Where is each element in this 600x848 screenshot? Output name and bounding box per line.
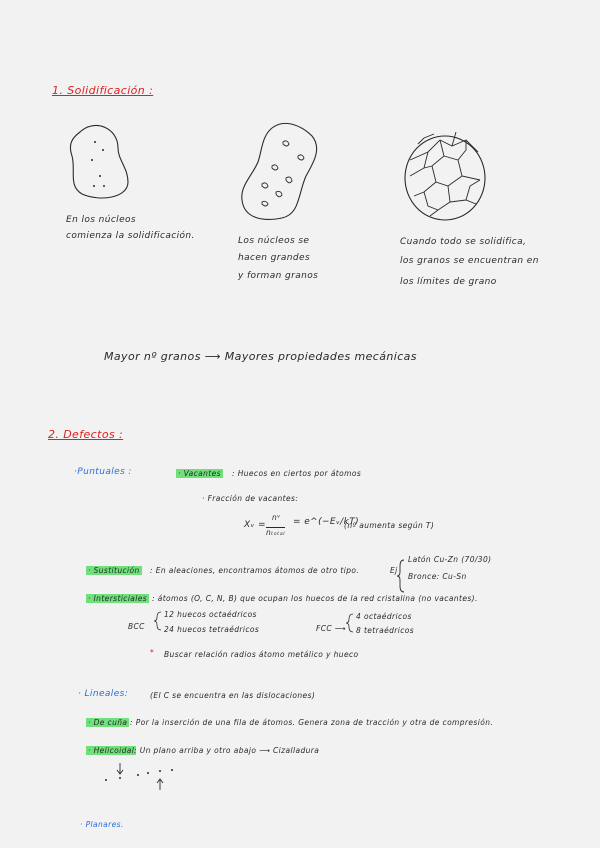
- growing-grains: [262, 141, 304, 206]
- star-note: Buscar relación radios átomo metálico y hueco: [164, 650, 359, 659]
- cuna-tag: · De cuña: [88, 718, 128, 727]
- section1-heading: 1. Solidificación :: [52, 84, 154, 97]
- caption1-line2: comienza la solidificación.: [66, 231, 195, 241]
- formula-note: (nº aumenta según T): [344, 521, 435, 530]
- puntuales-label: ·Puntuales :: [74, 467, 132, 477]
- formula-denominator: nₜₒₜₐₗ: [266, 528, 285, 537]
- caption3-line2: los granos se encuentran en: [400, 256, 539, 266]
- bcc-line2: 24 huecos tetraédricos: [164, 625, 260, 634]
- sustitucion-ej: Ej: [390, 566, 398, 575]
- conclusion: Mayor nº granos ⟶ Mayores propiedades mecánicas: [104, 350, 417, 363]
- sustitucion-text: : En aleaciones, encontramos átomos de otro tipo.: [150, 566, 360, 575]
- caption3-line1: Cuando todo se solidifica,: [400, 237, 527, 247]
- star-icon: *: [150, 648, 155, 657]
- caption1-line1: En los núcleos: [66, 215, 136, 225]
- caption2-line1: Los núcleos se: [238, 236, 310, 246]
- formula-rhs: = e^(−Eᵥ/kT): [293, 517, 360, 527]
- dislocation-sketch: [105, 769, 173, 781]
- vacantes-text: : Huecos en ciertos por átomos: [232, 469, 362, 478]
- intersticiales-text: : átomos (O, C, N, B) que ocupan los huecos de la red cristalina (no vacantes).: [152, 594, 478, 603]
- lineales-text: (El C se encuentra en las dislocaciones): [150, 691, 316, 700]
- cuna-text: : Por la inserción de una fila de átomos. Genera zona de tracción y otra de compresión.: [130, 718, 494, 727]
- bcc-label: BCC: [128, 622, 145, 631]
- fcc-line2: 8 tetraédricos: [356, 626, 415, 635]
- intersticiales-tag: · Intersticiales: [88, 594, 148, 603]
- fcc-line1: 4 octaédricos: [356, 612, 412, 621]
- section2-heading: 2. Defectos :: [48, 428, 124, 441]
- examples-brace: [397, 560, 404, 592]
- formula-lhs: Xᵥ =: [244, 520, 266, 530]
- sustitucion-example-2: Bronce: Cu-Sn: [408, 572, 467, 581]
- helicoidal-text: : Un plano arriba y otro abajo ⟶ Cizalladura: [134, 746, 320, 755]
- caption3-line3: los límites de grano: [400, 277, 497, 287]
- planares-label: · Planares.: [80, 820, 124, 829]
- growth-blob: [242, 123, 317, 219]
- caption2-line3: y forman granos: [238, 271, 319, 281]
- vacantes-tag: · Vacantes: [178, 469, 221, 478]
- fraccion-label: · Fracción de vacantes:: [202, 494, 299, 503]
- sustitucion-example-1: Latón Cu-Zn (70/30): [408, 555, 492, 564]
- bcc-brace: [154, 612, 161, 630]
- fcc-label: FCC ⟶: [316, 624, 346, 633]
- dislocation-arrows: [117, 763, 163, 790]
- sustitucion-tag: · Sustitución: [88, 566, 140, 575]
- nucleation-blob: [70, 125, 128, 198]
- caption2-line2: hacen grandes: [238, 253, 311, 263]
- formula-numerator: nᵛ: [272, 513, 281, 522]
- bcc-line1: 12 huecos octaédricos: [164, 610, 257, 619]
- lineales-label: · Lineales:: [78, 689, 129, 699]
- helicoidal-tag: · Helicoidal: [88, 746, 135, 755]
- nuclei-dots: [91, 141, 105, 187]
- fcc-brace: [346, 614, 353, 632]
